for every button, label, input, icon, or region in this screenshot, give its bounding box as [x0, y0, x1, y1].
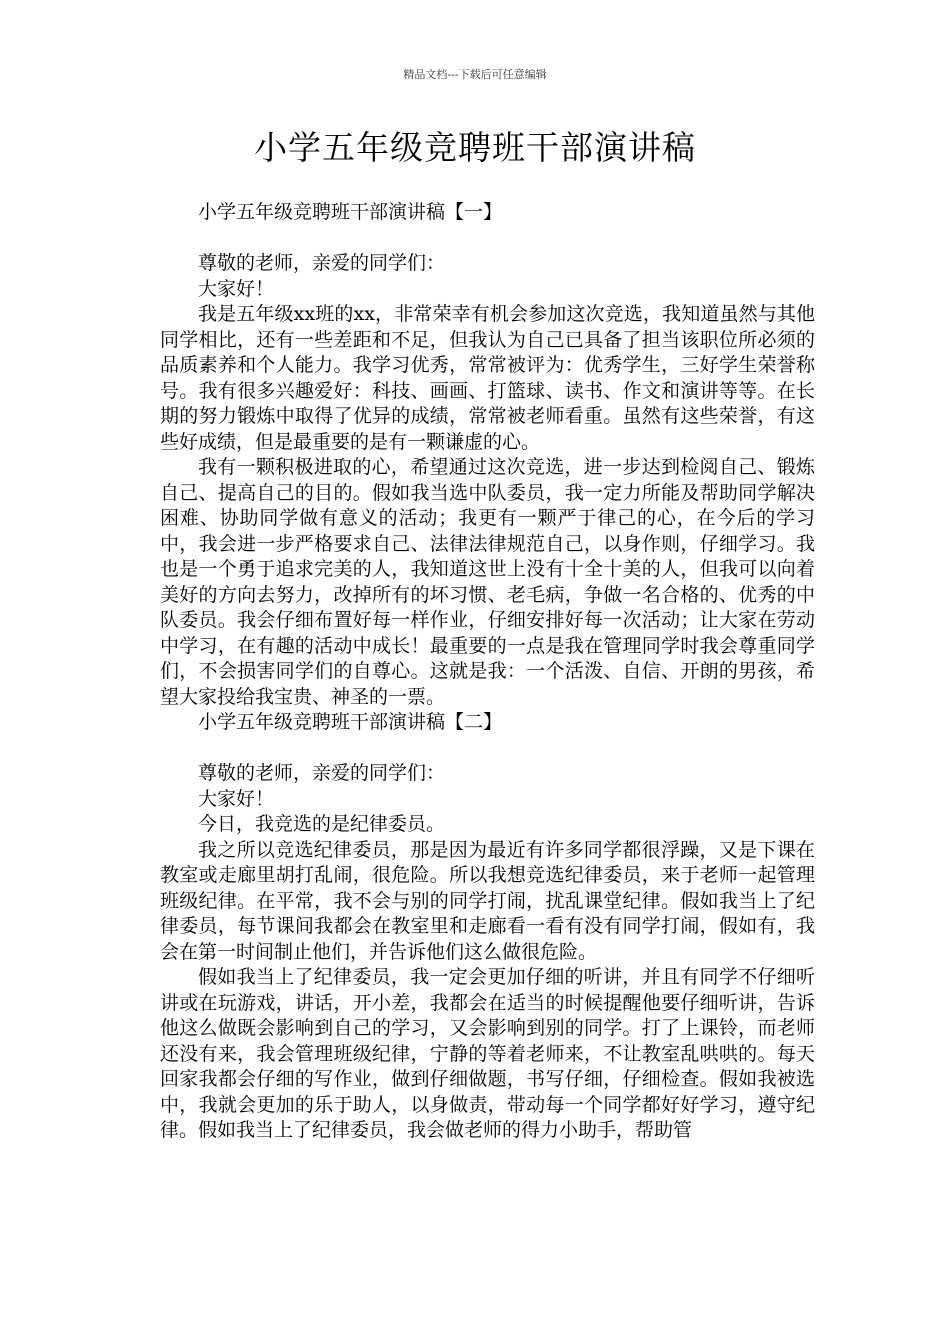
hello-2: 大家好！	[198, 787, 275, 810]
paragraph-1-2: 我有一颗积极进取的心，希望通过这次竞选，进一步达到检阅自己、锻炼自己、提高自己的目的。假如我当选中队委员，我一定力所能及帮助同学解决困难、协助同学做有意义的活动；我更有一颗严于律己的心，在今后的学习中，我会进一步严格要求自己、法律法律规范自己，以身作则，仔细学习。我也是一个勇于追求完美的人，我知道这世上没有十全十美的人，但我可以向着美好的方向去努力，改掉所有的坏习惯、老毛病，争做一名合格的、优秀的中队委员。我会仔细布置好每一样作业，仔细安排好每一次活动；让大家在劳动中学习，在有趣的活动中成长！最重要的一点是我在管理同学时我会尊重同学们，不会损害同学们的自尊心。这就是我：一个活泼、自信、开朗的男孩，希望大家投给我宝贵、神圣的一票。	[160, 456, 815, 708]
hello-1: 大家好！	[198, 277, 275, 300]
greeting-1: 尊敬的老师，亲爱的同学们：	[198, 252, 446, 274]
section-heading-1: 小学五年级竞聘班干部演讲稿【一】	[198, 201, 503, 223]
intro-2: 今日，我竞选的是纪律委员。	[198, 813, 446, 835]
paragraph-1-1: 我是五年级xx班的xx，非常荣幸有机会参加这次竞选，我知道虽然与其他同学相比，还有一些差距和不足，但我认为自己已具备了担当该职位所必须的品质素养和个人能力。我学习优秀，常常被评为：优秀学生，三好学生荣誉称号。我有很多兴趣爱好：科技、画画、打篮球、读书、作文和演讲等等。在长期的努力锻炼中取得了优异的成绩，常常被老师看重。虽然有这些荣誉，有这些好成绩，但是最重要的是有一颗谦虚的心。	[160, 303, 815, 453]
spacer	[160, 226, 815, 252]
header-note: 精品文档---下载后可任意编辑	[403, 68, 547, 81]
document-body	[160, 200, 815, 1144]
paragraph-2-1: 我之所以竞选纪律委员，那是因为最近有许多同学都很浮躁，又是下课在教室或走廊里胡打乱闹，很危险。所以我想竞选纪律委员，来于老师一起管理班级纪律。在平常，我不会与别的同学打闹，扰乱课堂纪律。假如我当上了纪律委员，每节课间我都会在教室里和走廊看一看有没有同学打闹，假如有，我会在第一时间制止他们，并告诉他们这么做很危险。	[160, 838, 815, 963]
greeting-2: 尊敬的老师，亲爱的同学们：	[198, 762, 446, 784]
section-heading-2: 小学五年级竞聘班干部演讲稿【二】	[198, 711, 503, 733]
document-title: 小学五年级竞聘班干部演讲稿	[254, 128, 696, 167]
spacer	[160, 736, 815, 762]
paragraph-2-2: 假如我当上了纪律委员，我一定会更加仔细的听讲，并且有同学不仔细听讲或在玩游戏，讲话，开小差，我都会在适当的时候提醒他要仔细听讲，告诉他这么做既会影响到自己的学习，又会影响到别的同学。打了上课铃，而老师还没有来，我会管理班级纪律，宁静的等着老师来，不让教室乱哄哄的。每天回家我都会仔细的写作业，做到仔细做题，书写仔细，仔细检查。假如我被选中，我就会更加的乐于助人，以身做责，带动每一个同学都好好学习，遵守纪律。假如我当上了纪律委员，我会做老师的得力小助手，帮助管	[160, 966, 815, 1141]
